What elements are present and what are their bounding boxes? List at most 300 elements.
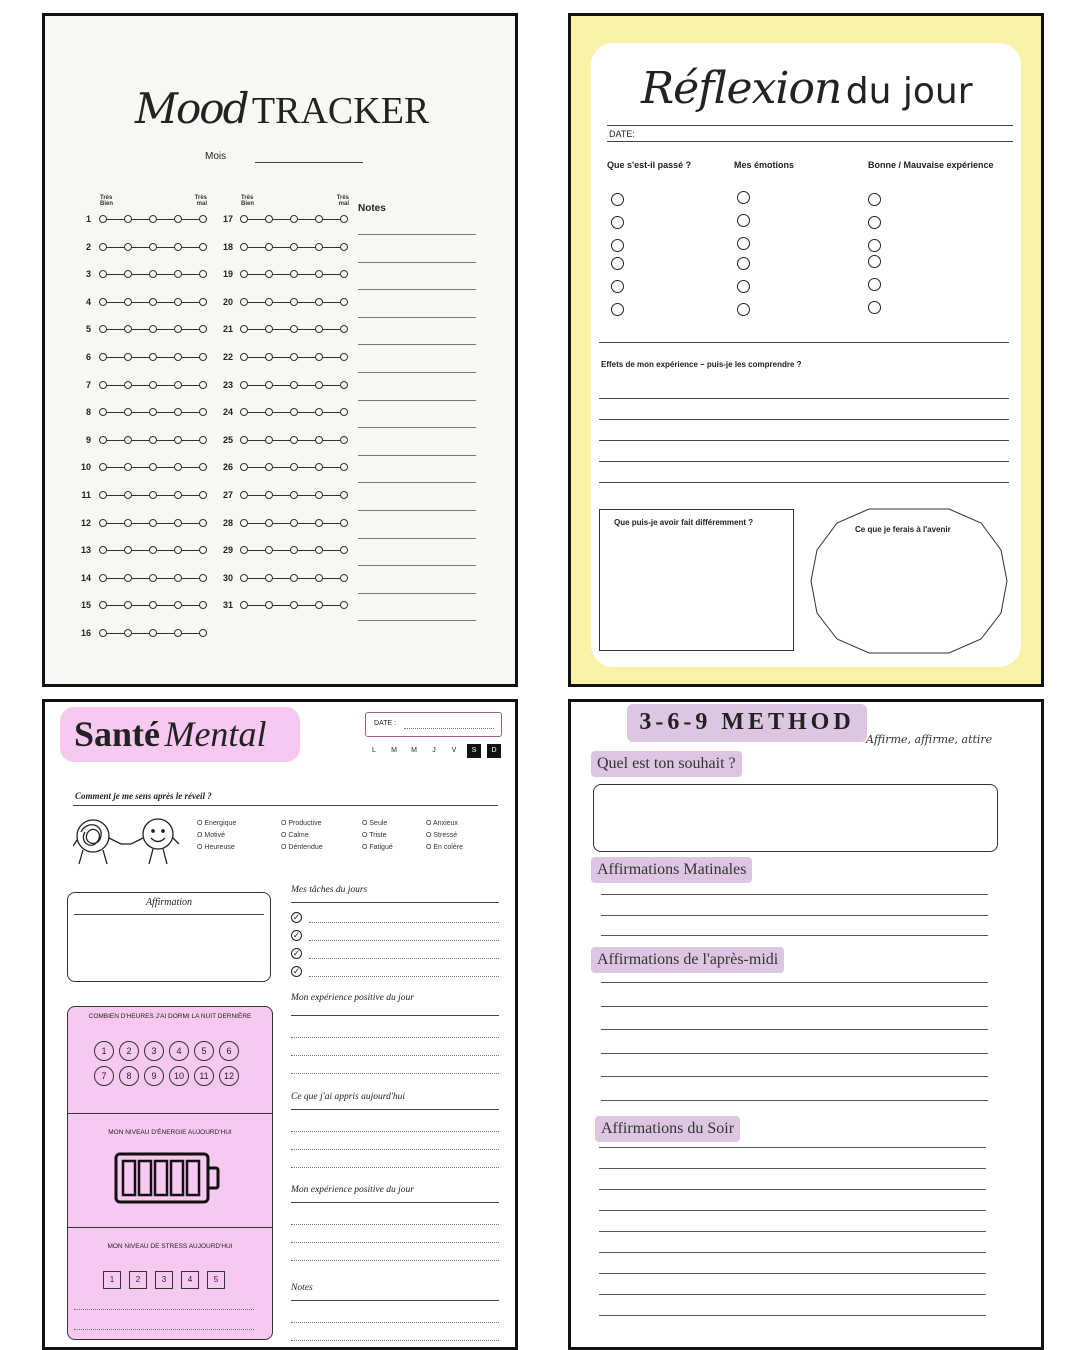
- checklist-circle[interactable]: [737, 214, 750, 227]
- mood-dot[interactable]: [290, 353, 298, 361]
- affirmation-line[interactable]: [601, 1053, 988, 1054]
- effects-line[interactable]: [599, 398, 1009, 399]
- mood-dot[interactable]: [340, 519, 348, 527]
- mood-dot[interactable]: [240, 325, 248, 333]
- mood-scale[interactable]: [240, 215, 348, 224]
- mood-scale[interactable]: [240, 298, 348, 307]
- notes-line[interactable]: [358, 482, 476, 483]
- mood-scale[interactable]: [240, 243, 348, 252]
- mood-dot[interactable]: [174, 270, 182, 278]
- checklist-circle[interactable]: [868, 216, 881, 229]
- mood-dot[interactable]: [240, 270, 248, 278]
- effects-line[interactable]: [599, 440, 1009, 441]
- mood-dot[interactable]: [240, 463, 248, 471]
- mood-dot[interactable]: [315, 325, 323, 333]
- mood-dot[interactable]: [340, 574, 348, 582]
- mood-dot[interactable]: [149, 463, 157, 471]
- mood-dot[interactable]: [174, 408, 182, 416]
- mood-dot[interactable]: [124, 491, 132, 499]
- emotion-option[interactable]: O Fatigué: [362, 844, 393, 851]
- mood-dot[interactable]: [174, 546, 182, 554]
- stress-level-option[interactable]: 4: [181, 1271, 199, 1289]
- mood-dot[interactable]: [315, 463, 323, 471]
- mood-dot[interactable]: [174, 436, 182, 444]
- mood-dot[interactable]: [290, 436, 298, 444]
- mood-dot[interactable]: [240, 381, 248, 389]
- affirmation-line[interactable]: [599, 1294, 986, 1295]
- mood-dot[interactable]: [124, 463, 132, 471]
- mood-dot[interactable]: [315, 491, 323, 499]
- stress-level-option[interactable]: 1: [103, 1271, 121, 1289]
- mood-dot[interactable]: [290, 546, 298, 554]
- mood-dot[interactable]: [99, 353, 107, 361]
- mood-dot[interactable]: [149, 574, 157, 582]
- mood-dot[interactable]: [149, 491, 157, 499]
- weekday-3[interactable]: J: [432, 747, 436, 754]
- mood-dot[interactable]: [99, 463, 107, 471]
- weekday-0[interactable]: L: [372, 747, 376, 754]
- affirmation-line[interactable]: [601, 894, 988, 895]
- mood-dot[interactable]: [290, 325, 298, 333]
- mood-scale[interactable]: [240, 463, 348, 472]
- emotion-option[interactable]: O Productive: [281, 820, 322, 827]
- sleep-hour-option[interactable]: 1: [94, 1041, 114, 1061]
- weekday-6[interactable]: D: [487, 744, 501, 758]
- mood-dot[interactable]: [340, 325, 348, 333]
- task-line[interactable]: [309, 940, 499, 941]
- mood-scale[interactable]: [240, 408, 348, 417]
- mood-dot[interactable]: [149, 601, 157, 609]
- emotion-option[interactable]: O Stressé: [426, 832, 458, 839]
- checklist-circle[interactable]: [737, 237, 750, 250]
- mood-dot[interactable]: [315, 298, 323, 306]
- notes-line[interactable]: [358, 510, 476, 511]
- mood-dot[interactable]: [149, 436, 157, 444]
- mood-scale[interactable]: [99, 325, 207, 334]
- mood-dot[interactable]: [315, 519, 323, 527]
- mood-scale[interactable]: [99, 629, 207, 638]
- mood-dot[interactable]: [315, 381, 323, 389]
- mood-dot[interactable]: [290, 491, 298, 499]
- mood-dot[interactable]: [340, 436, 348, 444]
- checklist-circle[interactable]: [611, 193, 624, 206]
- mood-dot[interactable]: [124, 270, 132, 278]
- mood-dot[interactable]: [99, 519, 107, 527]
- notes-line[interactable]: [358, 620, 476, 621]
- emotion-option[interactable]: O En colère: [426, 844, 463, 851]
- mood-dot[interactable]: [174, 463, 182, 471]
- mood-dot[interactable]: [340, 270, 348, 278]
- mood-dot[interactable]: [199, 215, 207, 223]
- mood-dot[interactable]: [99, 491, 107, 499]
- mood-dot[interactable]: [149, 546, 157, 554]
- mood-scale[interactable]: [240, 519, 348, 528]
- mood-dot[interactable]: [99, 325, 107, 333]
- mood-dot[interactable]: [124, 298, 132, 306]
- mood-scale[interactable]: [240, 353, 348, 362]
- mood-dot[interactable]: [290, 601, 298, 609]
- effects-line[interactable]: [599, 419, 1009, 420]
- weekday-1[interactable]: M: [391, 747, 397, 754]
- checklist-circle[interactable]: [611, 257, 624, 270]
- mood-scale[interactable]: [99, 408, 207, 417]
- notes-line[interactable]: [358, 344, 476, 345]
- mood-scale[interactable]: [240, 574, 348, 583]
- positive-line[interactable]: [291, 1055, 499, 1056]
- mood-dot[interactable]: [149, 381, 157, 389]
- mood-dot[interactable]: [124, 243, 132, 251]
- affirmation-line[interactable]: [601, 1006, 988, 1007]
- sleep-hour-option[interactable]: 5: [194, 1041, 214, 1061]
- checklist-circle[interactable]: [737, 280, 750, 293]
- mood-dot[interactable]: [240, 436, 248, 444]
- checklist-circle[interactable]: [611, 216, 624, 229]
- checklist-circle[interactable]: [868, 301, 881, 314]
- affirmation-line[interactable]: [601, 935, 988, 936]
- checklist-circle[interactable]: [611, 239, 624, 252]
- emotion-option[interactable]: O Anxieux: [426, 820, 458, 827]
- notes-line[interactable]: [358, 455, 476, 456]
- notes-line[interactable]: [358, 427, 476, 428]
- weekday-5[interactable]: S: [467, 744, 481, 758]
- sleep-hour-option[interactable]: 12: [219, 1066, 239, 1086]
- weekday-4[interactable]: V: [451, 747, 457, 754]
- learned-line[interactable]: [291, 1149, 499, 1150]
- mood-dot[interactable]: [174, 298, 182, 306]
- mood-dot[interactable]: [124, 381, 132, 389]
- effects-line[interactable]: [599, 461, 1009, 462]
- mood-scale[interactable]: [240, 270, 348, 279]
- positive-line[interactable]: [291, 1037, 499, 1038]
- mood-dot[interactable]: [174, 243, 182, 251]
- stress-level-option[interactable]: 2: [129, 1271, 147, 1289]
- weekday-2[interactable]: M: [411, 747, 417, 754]
- checklist-circle[interactable]: [868, 193, 881, 206]
- stress-level-option[interactable]: 5: [207, 1271, 225, 1289]
- checklist-circle[interactable]: [868, 278, 881, 291]
- mood-dot[interactable]: [149, 270, 157, 278]
- task-line[interactable]: [309, 958, 499, 959]
- mood-dot[interactable]: [124, 215, 132, 223]
- mood-dot[interactable]: [240, 215, 248, 223]
- mood-scale[interactable]: [99, 381, 207, 390]
- mood-dot[interactable]: [340, 215, 348, 223]
- date-rule[interactable]: [607, 141, 1013, 142]
- mood-dot[interactable]: [199, 463, 207, 471]
- mood-dot[interactable]: [149, 325, 157, 333]
- checklist-circle[interactable]: [868, 239, 881, 252]
- notes-line[interactable]: [358, 372, 476, 373]
- mood-dot[interactable]: [240, 546, 248, 554]
- notes-line[interactable]: [358, 317, 476, 318]
- affirmation-line[interactable]: [599, 1315, 986, 1316]
- mood-dot[interactable]: [265, 463, 273, 471]
- mood-scale[interactable]: [99, 519, 207, 528]
- mood-dot[interactable]: [199, 270, 207, 278]
- mood-dot[interactable]: [199, 436, 207, 444]
- mood-dot[interactable]: [199, 298, 207, 306]
- mood-dot[interactable]: [265, 243, 273, 251]
- mood-scale[interactable]: [240, 381, 348, 390]
- mood-scale[interactable]: [99, 463, 207, 472]
- mood-dot[interactable]: [240, 601, 248, 609]
- mood-dot[interactable]: [265, 298, 273, 306]
- affirmation-line[interactable]: [599, 1273, 986, 1274]
- notes-line[interactable]: [358, 262, 476, 263]
- mood-scale[interactable]: [99, 270, 207, 279]
- mood-dot[interactable]: [290, 519, 298, 527]
- mood-dot[interactable]: [340, 243, 348, 251]
- positive-line[interactable]: [291, 1073, 499, 1074]
- mood-dot[interactable]: [315, 546, 323, 554]
- notes-line[interactable]: [358, 538, 476, 539]
- emotion-option[interactable]: O Déntendue: [281, 844, 323, 851]
- mood-scale[interactable]: [99, 243, 207, 252]
- emotion-option[interactable]: O Seule: [362, 820, 388, 827]
- mood-dot[interactable]: [265, 381, 273, 389]
- mood-dot[interactable]: [340, 353, 348, 361]
- mood-scale[interactable]: [99, 353, 207, 362]
- mood-scale[interactable]: [99, 546, 207, 555]
- mood-dot[interactable]: [240, 574, 248, 582]
- checkmark-icon[interactable]: ✓: [292, 948, 301, 958]
- mood-dot[interactable]: [240, 491, 248, 499]
- affirmation-box[interactable]: [67, 892, 271, 982]
- mood-dot[interactable]: [265, 408, 273, 416]
- mood-dot[interactable]: [265, 270, 273, 278]
- mood-dot[interactable]: [199, 574, 207, 582]
- affirmation-line[interactable]: [599, 1231, 986, 1232]
- checklist-circle[interactable]: [737, 257, 750, 270]
- mood-dot[interactable]: [340, 546, 348, 554]
- notes-line[interactable]: [358, 565, 476, 566]
- mood-dot[interactable]: [290, 408, 298, 416]
- emotion-option[interactable]: O Energique: [197, 820, 237, 827]
- mood-dot[interactable]: [174, 215, 182, 223]
- mood-dot[interactable]: [99, 298, 107, 306]
- mood-dot[interactable]: [290, 243, 298, 251]
- sleep-hour-option[interactable]: 10: [169, 1066, 189, 1086]
- sleep-hour-option[interactable]: 3: [144, 1041, 164, 1061]
- mood-dot[interactable]: [265, 353, 273, 361]
- emotion-option[interactable]: O Triste: [362, 832, 387, 839]
- mood-dot[interactable]: [149, 629, 157, 637]
- mood-dot[interactable]: [99, 270, 107, 278]
- affirmation-line[interactable]: [601, 982, 988, 983]
- mood-scale[interactable]: [99, 215, 207, 224]
- mood-dot[interactable]: [199, 408, 207, 416]
- mood-dot[interactable]: [174, 601, 182, 609]
- mood-dot[interactable]: [315, 601, 323, 609]
- mood-scale[interactable]: [99, 491, 207, 500]
- mood-dot[interactable]: [315, 353, 323, 361]
- mood-dot[interactable]: [124, 629, 132, 637]
- sante-date-field[interactable]: [365, 712, 502, 737]
- mood-dot[interactable]: [199, 491, 207, 499]
- mood-dot[interactable]: [340, 381, 348, 389]
- mood-dot[interactable]: [340, 298, 348, 306]
- mood-dot[interactable]: [240, 243, 248, 251]
- mood-dot[interactable]: [99, 243, 107, 251]
- checkmark-icon[interactable]: ✓: [292, 930, 301, 940]
- mood-dot[interactable]: [199, 353, 207, 361]
- sleep-hour-option[interactable]: 8: [119, 1066, 139, 1086]
- affirmation-line[interactable]: [599, 1168, 986, 1169]
- mood-dot[interactable]: [149, 408, 157, 416]
- affirmation-line[interactable]: [601, 1076, 988, 1077]
- mood-dot[interactable]: [174, 519, 182, 527]
- mood-dot[interactable]: [124, 519, 132, 527]
- sleep-hour-option[interactable]: 6: [219, 1041, 239, 1061]
- mood-dot[interactable]: [315, 243, 323, 251]
- mood-scale[interactable]: [99, 298, 207, 307]
- mood-dot[interactable]: [99, 629, 107, 637]
- mood-dot[interactable]: [124, 574, 132, 582]
- notes-line[interactable]: [358, 593, 476, 594]
- effects-line[interactable]: [599, 482, 1009, 483]
- positive-line-2[interactable]: [291, 1260, 499, 1261]
- mood-dot[interactable]: [124, 436, 132, 444]
- affirmation-line[interactable]: [599, 1189, 986, 1190]
- mood-scale[interactable]: [99, 601, 207, 610]
- mood-dot[interactable]: [149, 353, 157, 361]
- sleep-hour-option[interactable]: 7: [94, 1066, 114, 1086]
- mood-dot[interactable]: [124, 601, 132, 609]
- mood-dot[interactable]: [199, 546, 207, 554]
- mood-dot[interactable]: [124, 353, 132, 361]
- mood-dot[interactable]: [265, 601, 273, 609]
- mood-dot[interactable]: [124, 408, 132, 416]
- learned-line[interactable]: [291, 1167, 499, 1168]
- emotion-option[interactable]: O Calme: [281, 832, 309, 839]
- mood-dot[interactable]: [174, 381, 182, 389]
- mood-dot[interactable]: [174, 574, 182, 582]
- checkmark-icon[interactable]: ✓: [292, 966, 301, 976]
- mood-dot[interactable]: [199, 629, 207, 637]
- mood-dot[interactable]: [149, 298, 157, 306]
- mood-dot[interactable]: [199, 325, 207, 333]
- mood-dot[interactable]: [149, 519, 157, 527]
- mood-dot[interactable]: [99, 408, 107, 416]
- checklist-circle[interactable]: [611, 303, 624, 316]
- mood-dot[interactable]: [265, 436, 273, 444]
- mood-dot[interactable]: [315, 270, 323, 278]
- mood-dot[interactable]: [340, 463, 348, 471]
- mood-scale[interactable]: [240, 601, 348, 610]
- mood-dot[interactable]: [265, 491, 273, 499]
- mood-dot[interactable]: [240, 519, 248, 527]
- task-line[interactable]: [309, 922, 499, 923]
- mood-scale[interactable]: [99, 574, 207, 583]
- mood-dot[interactable]: [174, 491, 182, 499]
- wish-box[interactable]: [593, 784, 998, 852]
- mood-dot[interactable]: [265, 519, 273, 527]
- mood-dot[interactable]: [199, 519, 207, 527]
- task-line[interactable]: [309, 976, 499, 977]
- stress-line[interactable]: [74, 1309, 254, 1310]
- affirmation-line[interactable]: [599, 1252, 986, 1253]
- mood-dot[interactable]: [265, 325, 273, 333]
- checklist-circle[interactable]: [737, 191, 750, 204]
- mood-dot[interactable]: [340, 491, 348, 499]
- mood-dot[interactable]: [290, 463, 298, 471]
- emotion-option[interactable]: O Motivé: [197, 832, 226, 839]
- sante-notes-line[interactable]: [291, 1340, 499, 1341]
- mood-scale[interactable]: [240, 325, 348, 334]
- stress-line[interactable]: [74, 1329, 254, 1330]
- checklist-circle[interactable]: [611, 280, 624, 293]
- month-input-line[interactable]: [255, 162, 363, 163]
- different-box[interactable]: [599, 509, 794, 651]
- positive-line-2[interactable]: [291, 1242, 499, 1243]
- mood-dot[interactable]: [265, 546, 273, 554]
- mood-dot[interactable]: [290, 298, 298, 306]
- mood-dot[interactable]: [315, 574, 323, 582]
- mood-dot[interactable]: [99, 546, 107, 554]
- mood-dot[interactable]: [315, 215, 323, 223]
- mood-scale[interactable]: [240, 491, 348, 500]
- mood-dot[interactable]: [99, 436, 107, 444]
- sante-notes-line[interactable]: [291, 1322, 499, 1323]
- mood-dot[interactable]: [290, 574, 298, 582]
- mood-dot[interactable]: [199, 381, 207, 389]
- mood-dot[interactable]: [99, 215, 107, 223]
- mood-dot[interactable]: [199, 243, 207, 251]
- notes-line[interactable]: [358, 400, 476, 401]
- mood-dot[interactable]: [290, 381, 298, 389]
- mood-dot[interactable]: [290, 215, 298, 223]
- mood-dot[interactable]: [315, 436, 323, 444]
- checklist-circle[interactable]: [868, 255, 881, 268]
- mood-dot[interactable]: [149, 243, 157, 251]
- mood-dot[interactable]: [265, 215, 273, 223]
- mood-scale[interactable]: [240, 546, 348, 555]
- mood-dot[interactable]: [240, 408, 248, 416]
- emotion-option[interactable]: O Heureuse: [197, 844, 235, 851]
- mood-dot[interactable]: [240, 353, 248, 361]
- mood-dot[interactable]: [199, 601, 207, 609]
- mood-dot[interactable]: [315, 408, 323, 416]
- affirmation-line[interactable]: [599, 1210, 986, 1211]
- affirmation-line[interactable]: [601, 1100, 988, 1101]
- mood-dot[interactable]: [265, 574, 273, 582]
- checklist-circle[interactable]: [737, 303, 750, 316]
- mood-scale[interactable]: [240, 436, 348, 445]
- checkmark-icon[interactable]: ✓: [292, 912, 301, 922]
- mood-dot[interactable]: [290, 270, 298, 278]
- mood-dot[interactable]: [174, 629, 182, 637]
- mood-scale[interactable]: [99, 436, 207, 445]
- affirmation-line[interactable]: [601, 915, 988, 916]
- notes-line[interactable]: [358, 234, 476, 235]
- mood-dot[interactable]: [174, 353, 182, 361]
- sleep-hour-option[interactable]: 4: [169, 1041, 189, 1061]
- mood-dot[interactable]: [99, 601, 107, 609]
- sleep-hour-option[interactable]: 9: [144, 1066, 164, 1086]
- sleep-hour-option[interactable]: 11: [194, 1066, 214, 1086]
- learned-line[interactable]: [291, 1131, 499, 1132]
- affirmation-line[interactable]: [601, 1029, 988, 1030]
- mood-dot[interactable]: [149, 215, 157, 223]
- mood-dot[interactable]: [124, 546, 132, 554]
- mood-dot[interactable]: [240, 298, 248, 306]
- mood-dot[interactable]: [340, 408, 348, 416]
- sleep-hour-option[interactable]: 2: [119, 1041, 139, 1061]
- mood-dot[interactable]: [124, 325, 132, 333]
- mood-dot[interactable]: [99, 574, 107, 582]
- affirmation-line[interactable]: [599, 1147, 986, 1148]
- positive-line-2[interactable]: [291, 1224, 499, 1225]
